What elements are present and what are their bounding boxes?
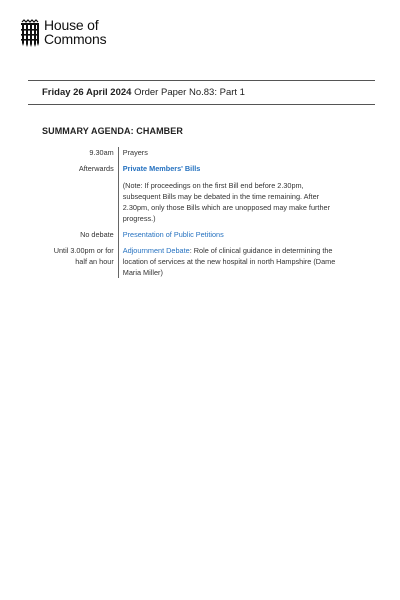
agenda-item-text: : Role of clinical guidance in determining the location of services at the new hospital in north Hampshire (Dame Maria Miller) [122, 246, 336, 277]
agenda-item-text: Prayers [122, 148, 148, 157]
agenda-time: Afterwards [78, 164, 114, 173]
order-paper-date: Friday 26 April 2024 [42, 87, 132, 98]
summary-agenda [42, 147, 342, 278]
section-title: SUMMARY AGENDA: CHAMBER [42, 126, 183, 136]
agenda-time: No debate [80, 230, 114, 239]
agenda-time: 9.30am [89, 148, 114, 157]
logo-line-2: Commons [44, 31, 107, 47]
order-paper-number: Order Paper No.83: Part 1 [134, 87, 245, 98]
agenda-item [118, 245, 342, 278]
agenda-time: Until 3.00pm or for half an hour [53, 246, 114, 266]
agenda-item-note: (Note: If proceedings on the first Bill end before 2.30pm, subsequent Bills may be debated in the time remaining. After 2.30pm, only those Bills which are unopposed may make further progress.) [122, 181, 331, 223]
portcullis-icon [20, 19, 40, 47]
header-top-rule [28, 80, 375, 81]
agenda-row-public-petitions [42, 229, 342, 245]
adjournment-debate-link[interactable]: Adjournment Debate [122, 246, 190, 255]
public-petitions-link[interactable]: Presentation of Public Petitions [122, 230, 224, 239]
header-bottom-rule [28, 104, 375, 105]
order-paper-heading [42, 87, 245, 99]
private-members-bills-link[interactable]: Private Members' Bills [122, 164, 201, 173]
agenda-row-private-members-bills [42, 163, 342, 229]
agenda-item [118, 229, 342, 245]
agenda-row-adjournment-debate [42, 245, 342, 278]
agenda-item [118, 163, 342, 229]
agenda-item [118, 147, 342, 163]
house-of-commons-logo [20, 18, 106, 47]
agenda-row-prayers [42, 147, 342, 163]
logo-line-1: House of [44, 17, 99, 33]
